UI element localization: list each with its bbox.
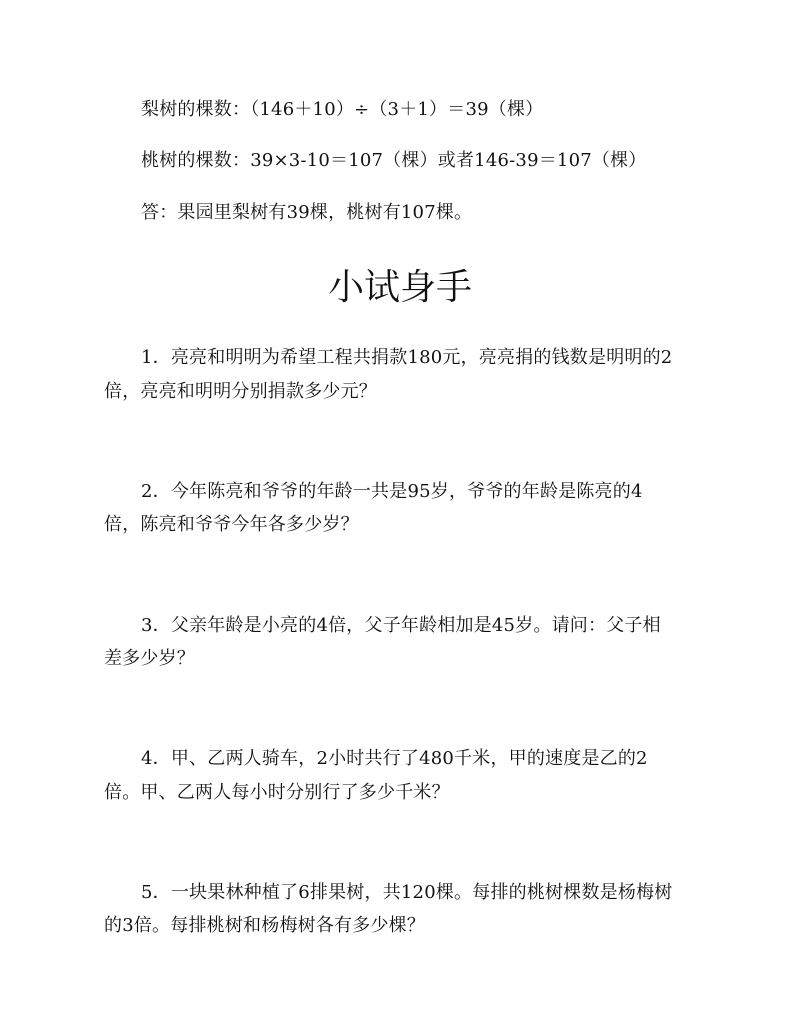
- pear-tree-calculation: 梨树的棵数：（146＋10）÷（3＋1）＝39（棵）: [141, 99, 544, 120]
- section-title: 小试身手: [327, 267, 472, 308]
- solution-answer: 答：果园里梨树有39棵，桃树有107棵。: [141, 202, 473, 223]
- peach-tree-calculation: 桃树的棵数：39×3-10＝107（棵）或者146-39＝107（棵）: [141, 150, 647, 171]
- problem-5-line-2: 的3倍。每排桃树和杨梅树各有多少棵？: [104, 915, 426, 936]
- problem-2-line-2: 倍，陈亮和爷爷今年各多少岁？: [104, 514, 359, 535]
- problem-5-line-1: 5．一块果林种植了6排果树，共120棵。每排的桃树棵数是杨梅树: [141, 882, 673, 903]
- problem-1-line-1: 1．亮亮和明明为希望工程共捐款180元，亮亮捐的钱数是明明的2: [141, 347, 673, 368]
- problem-3-line-2: 差多少岁？: [104, 648, 195, 669]
- problem-1-line-2: 倍，亮亮和明明分别捐款多少元？: [104, 381, 377, 402]
- problem-2-line-1: 2．今年陈亮和爷爷的年龄一共是95岁，爷爷的年龄是陈亮的4: [141, 481, 643, 502]
- problem-4-line-1: 4．甲、乙两人骑车，2小时共行了480千米，甲的速度是乙的2: [141, 748, 648, 769]
- problem-4-line-2: 倍。甲、乙两人每小时分别行了多少千米？: [104, 782, 450, 803]
- problem-3-line-1: 3．父亲年龄是小亮的4倍，父子年龄相加是45岁。请问：父子相: [141, 615, 661, 636]
